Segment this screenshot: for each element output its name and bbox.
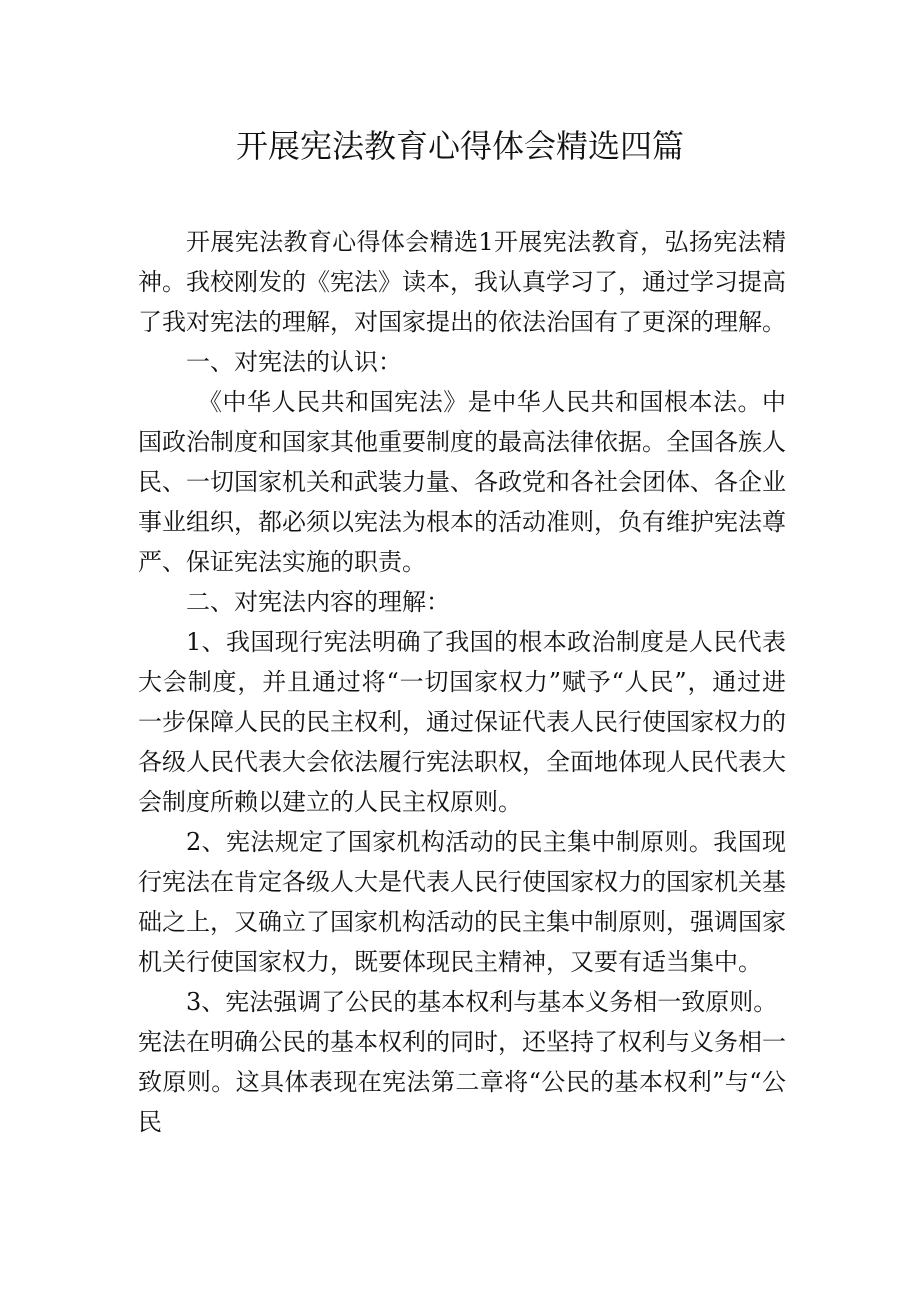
paragraph-point-1: 1、我国现行宪法明确了我国的根本政治制度是人民代表大会制度，并且通过将“一切国家权力”赋予“人民”，通过进一步保障人民的民主权利，通过保证代表人民行使国家权力的各级人民代表大会依法履行宪法职权，全面地体现人民代表大会制度所赖以建立的人民主权原则。 (138, 628, 786, 816)
section-heading-content: 二、对宪法内容的理解： (186, 588, 450, 616)
document-body (138, 222, 786, 1142)
paragraph-constitution-definition: 《中华人民共和国宪法》是中华人民共和国根本法。中国政治制度和国家其他重要制度的最高法律依据。全国各族人民、一切国家机关和武装力量、各政党和各社会团体、各企业事业组织，都必须以宪法为根本的活动准则，负有维护宪法尊严、保证宪法实施的职责。 (138, 388, 786, 576)
paragraph-point-3-continued: 宪法在明确公民的基本权利的同时，还坚持了权利与义务相一致原则。这具体表现在宪法第二章将“公民的基本权利”与“公民 (138, 1028, 786, 1136)
document-title: 开展宪法教育心得体会精选四篇 (235, 127, 684, 165)
section-heading-understanding: 一、对宪法的认识： (186, 348, 402, 376)
paragraph-point-2: 2、宪法规定了国家机构活动的民主集中制原则。我国现行宪法在肯定各级人大是代表人民行使国家权力的国家机关基础之上，又确立了国家机构活动的民主集中制原则，强调国家机关行使国家权力，既要体现民主精神，又要有适当集中。 (138, 828, 786, 976)
paragraph-intro: 开展宪法教育心得体会精选1开展宪法教育，弘扬宪法精神。我校刚发的《宪法》读本，我认真学习了，通过学习提高了我对宪法的理解，对国家提出的依法治国有了更深的理解。 (138, 228, 786, 336)
paragraph-point-3: 3、宪法强调了公民的基本权利与基本义务相一致原则。 (186, 988, 778, 1016)
